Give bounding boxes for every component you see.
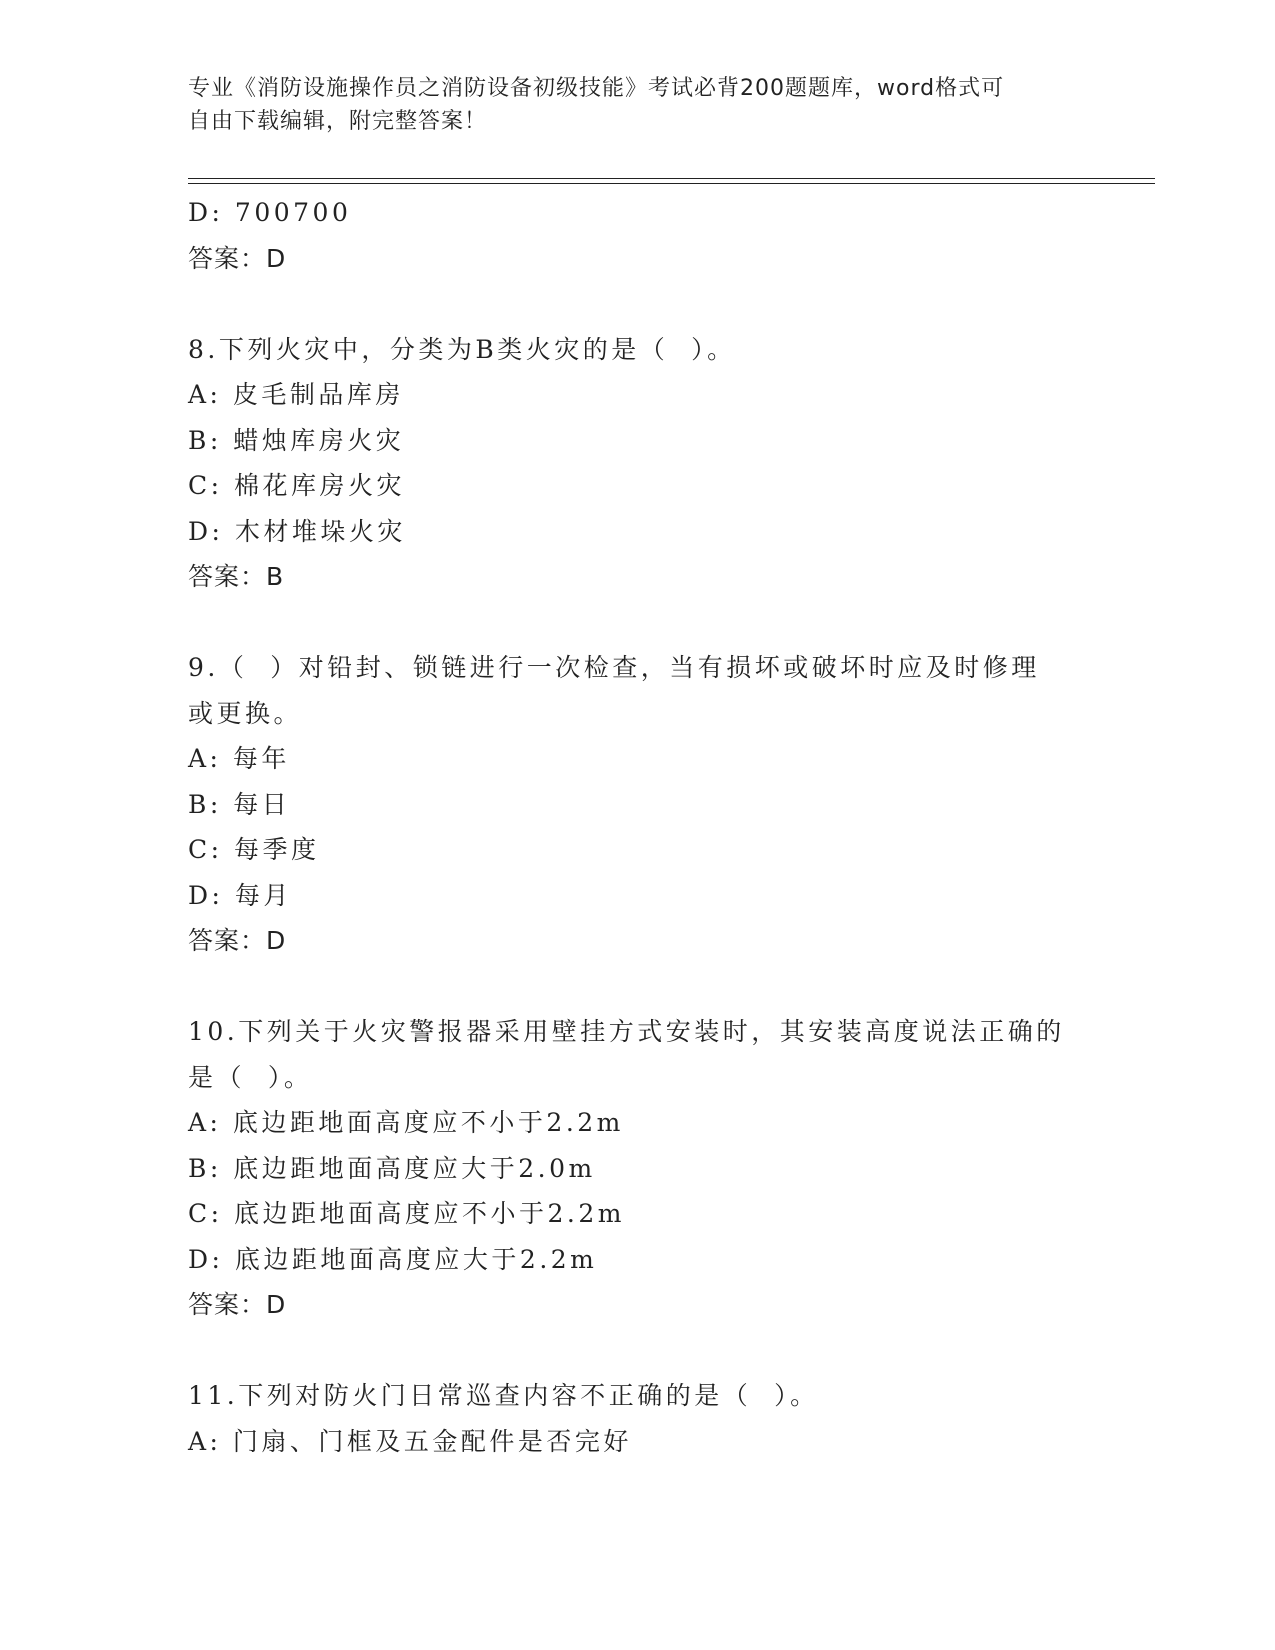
option-c: C: 底边距地面高度应不小于2.2m (188, 1199, 625, 1228)
document-body (188, 190, 1088, 1464)
question-stem: 8.下列火灾中，分类为B类火灾的是（ ）。 (188, 334, 736, 364)
option-b: B: 每日 (188, 789, 291, 819)
question-stem-continued: 或更换。 (188, 698, 303, 728)
answer: 答案：D (188, 926, 287, 955)
answer: 答案：B (188, 562, 285, 591)
page-header (188, 72, 1088, 138)
question-10 (188, 1009, 1088, 1328)
question-11 (188, 1373, 1088, 1464)
spacer (188, 600, 1088, 646)
question-stem: 11.下列对防火门日常巡查内容不正确的是（ ）。 (188, 1381, 819, 1410)
header-divider-bottom (188, 183, 1155, 184)
question-stem: 10.下列关于火灾警报器采用壁挂方式安装时，其安装高度说法正确的 (188, 1017, 1065, 1046)
header-line-2: 自由下载编辑，附完整答案！ (188, 109, 488, 134)
option-a: A: 每年 (188, 744, 290, 773)
option-d: D: 底边距地面高度应大于2.2m (188, 1244, 598, 1274)
option-b: B: 底边距地面高度应大于2.0m (188, 1153, 596, 1183)
question-8 (188, 327, 1088, 600)
option-d: D: 700700 (188, 198, 352, 227)
option-c: C: 棉花库房火灾 (188, 471, 405, 500)
option-a: A: 皮毛制品库房 (188, 380, 404, 409)
option-a: A: 底边距地面高度应不小于2.2m (188, 1108, 624, 1137)
header-divider-top (188, 178, 1155, 179)
header-line-1: 专业《消防设施操作员之消防设备初级技能》考试必背200题题库，word格式可 (188, 76, 1005, 101)
option-c: C: 每季度 (188, 835, 320, 864)
option-a: A: 门扇、门框及五金配件是否完好 (188, 1426, 632, 1456)
option-b: B: 蜡烛库房火灾 (188, 425, 405, 455)
option-d: D: 每月 (188, 880, 292, 910)
question-9 (188, 645, 1088, 964)
spacer (188, 281, 1088, 327)
question-stem-continued: 是（ ）。 (188, 1062, 313, 1092)
spacer (188, 964, 1088, 1010)
question-stem: 9.（ ）对铅封、锁链进行一次检查，当有损坏或破坏时应及时修理 (188, 653, 1040, 682)
spacer (188, 1328, 1088, 1374)
answer: 答案：D (188, 243, 287, 273)
answer: 答案：D (188, 1290, 287, 1319)
option-d: D: 木材堆垛火灾 (188, 516, 406, 546)
